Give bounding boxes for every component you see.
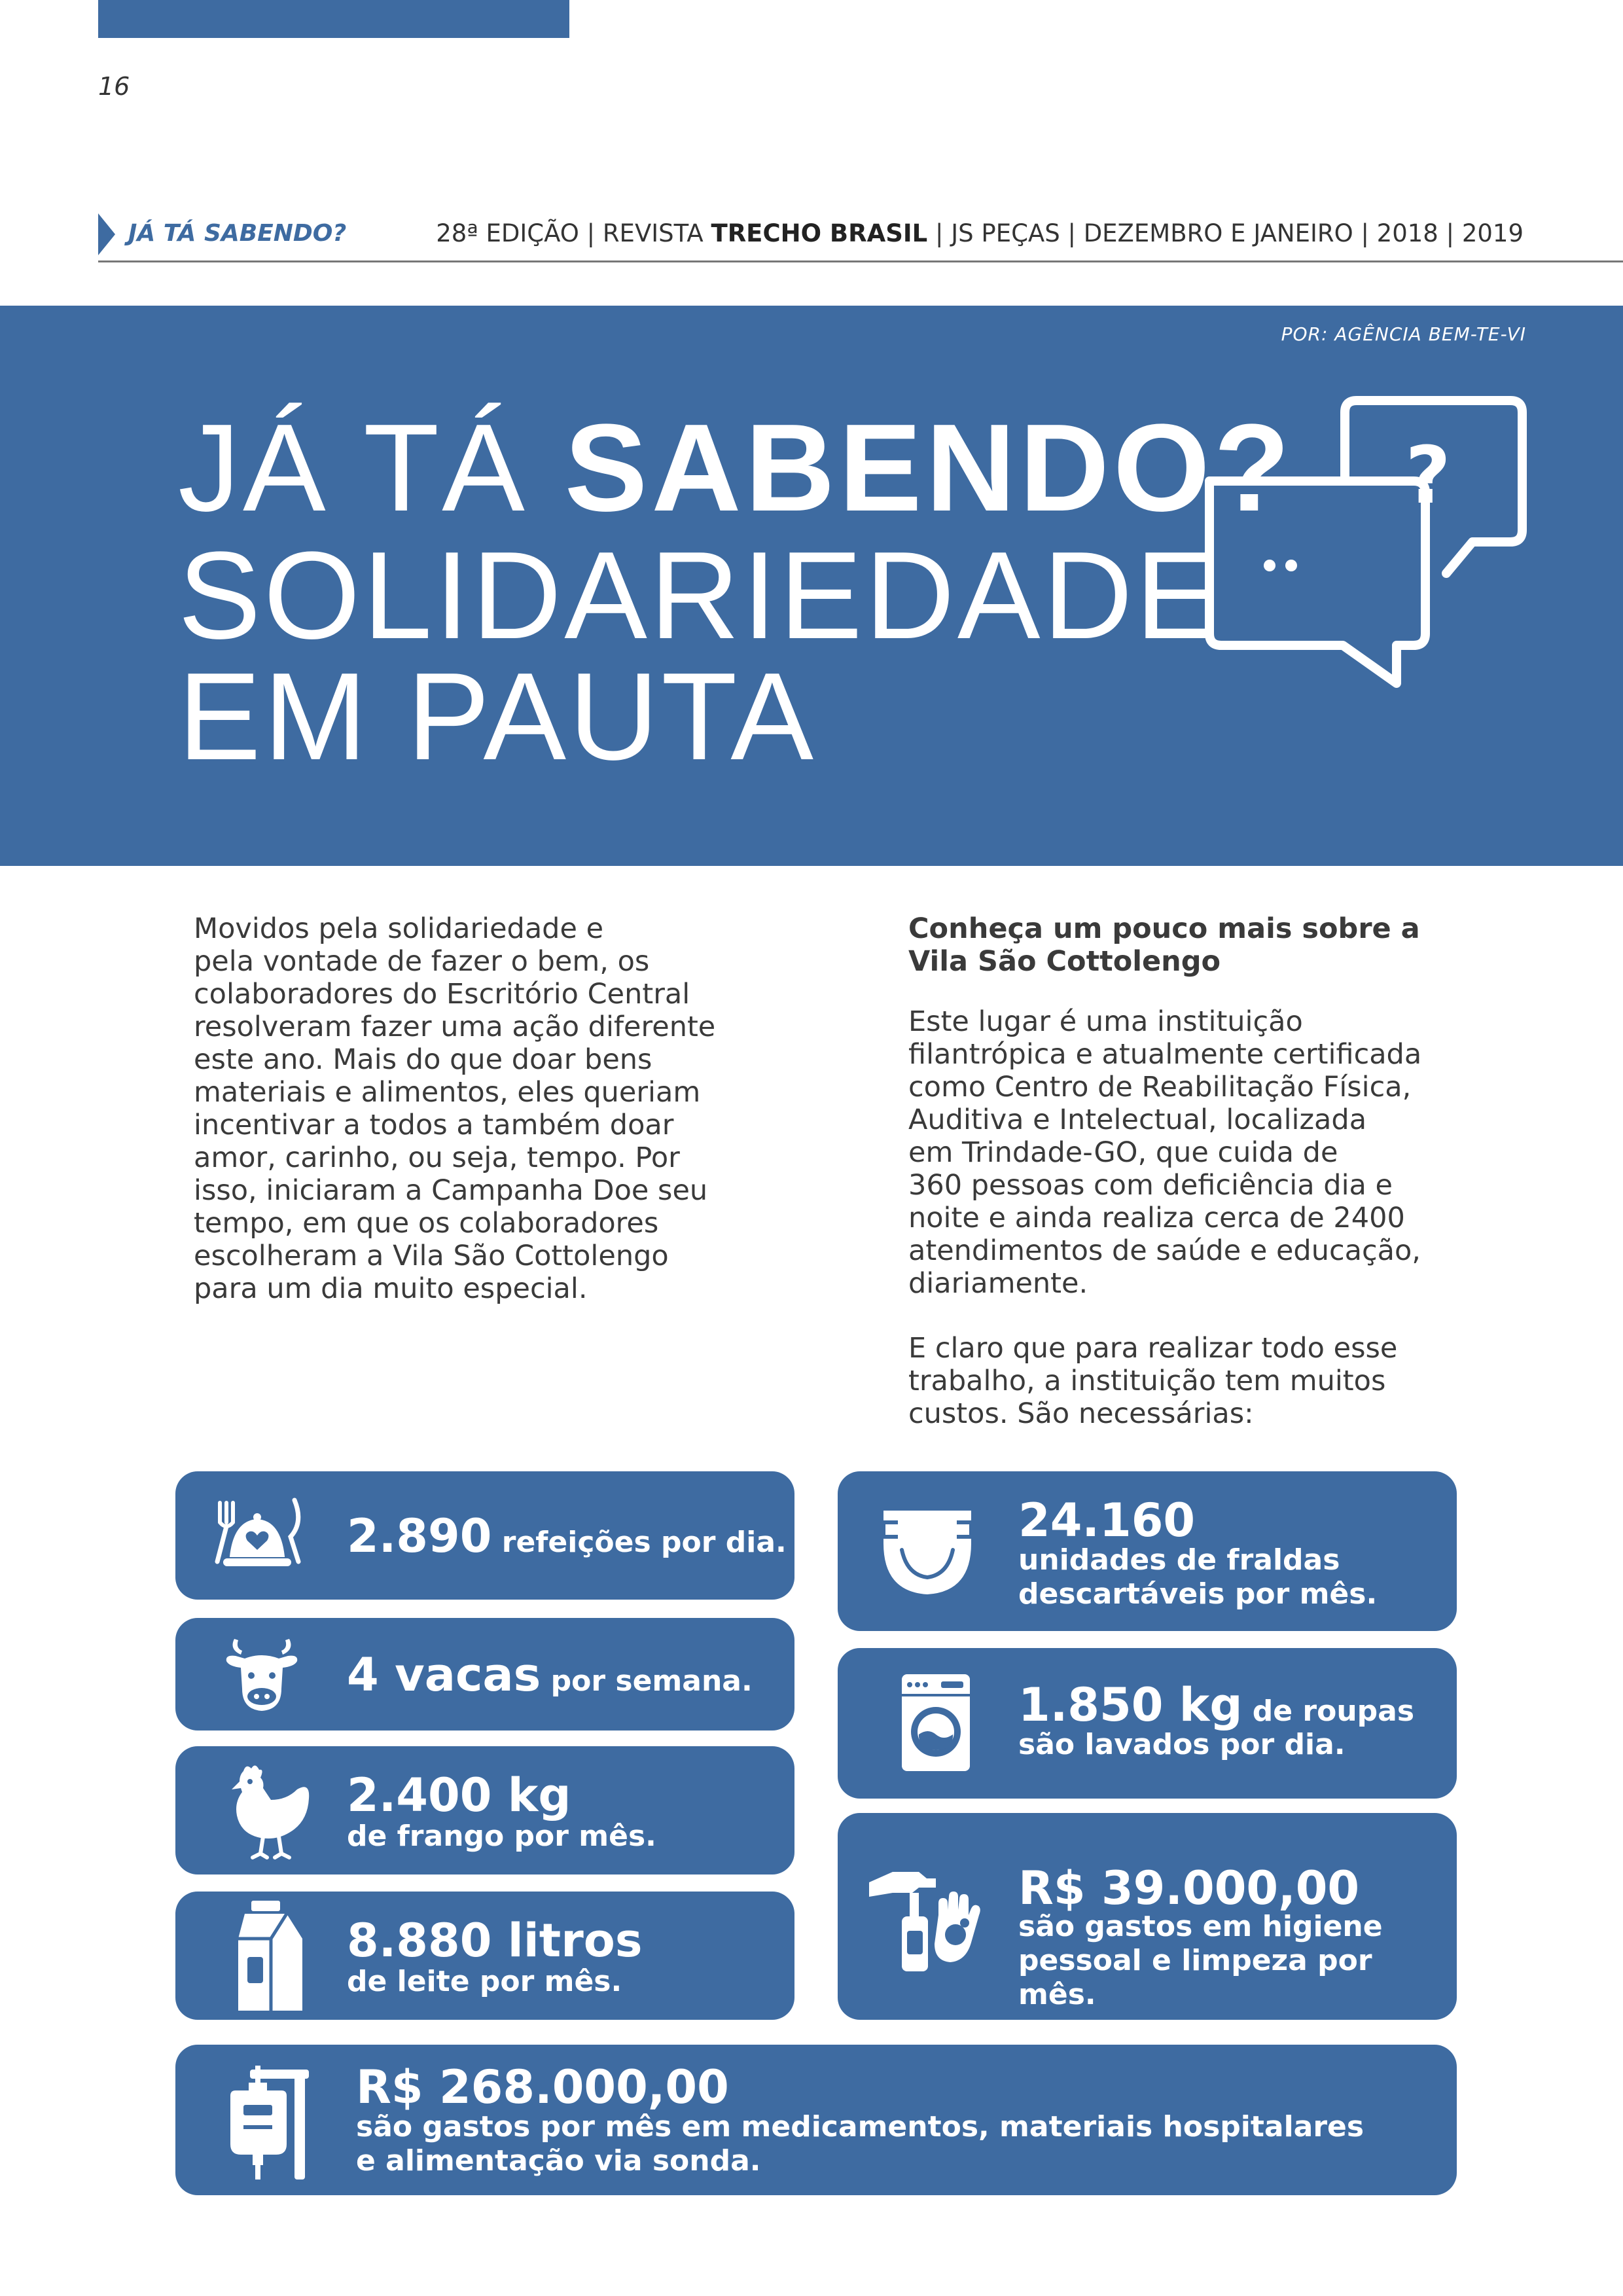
stat-cows-suffix: por semana. bbox=[541, 1664, 753, 1698]
stat-meals-value: 2.890 bbox=[347, 1509, 492, 1563]
issue-header bbox=[436, 219, 1524, 247]
chicken-icon bbox=[224, 1762, 315, 1861]
stat-chicken-caption: de frango por mês. bbox=[347, 1820, 656, 1853]
sidebar-paragraph-1: Este lugar é uma instituição filantrópica e atualmente certificada como Centro de Reabilitação Física, Auditiva e Intelectual, localizada em Trindade-GO, que cuida de 360 pessoas com deficiência dia e noite e ainda realiza cerca de 2400 atendimentos de saúde e educação, diariamente. bbox=[908, 1005, 1422, 1300]
issue-header-suffix: | JS PEÇAS | DEZEMBRO E JANEIRO | 2018 | 2019 bbox=[927, 219, 1524, 247]
stat-cows bbox=[347, 1648, 753, 1702]
title-line-1 bbox=[178, 399, 1294, 537]
stat-hygiene-caption: são gastos em higiene pessoal e limpeza por mês. bbox=[1018, 1910, 1383, 2011]
sidebar-heading: Conheça um pouco mais sobre a Vila São Cottolengo bbox=[908, 912, 1420, 978]
stat-diapers-value: 24.160 bbox=[1018, 1494, 1196, 1547]
stat-medical-value: R$ 268.000,00 bbox=[356, 2060, 729, 2114]
stat-milk-caption: de leite por mês. bbox=[347, 1965, 622, 1998]
washing-machine-icon bbox=[899, 1672, 972, 1774]
magazine-name: TRECHO BRASIL bbox=[711, 219, 928, 247]
issue-header-prefix: 28ª EDIÇÃO | REVISTA bbox=[436, 219, 711, 247]
stat-laundry-caption: são lavados por dia. bbox=[1018, 1728, 1346, 1761]
intro-paragraph: Movidos pela solidariedade e pela vontade de fazer o bem, os colaboradores do Escritório Central resolveram fazer uma ação diferente este ano. Mais do que doar bens materiais e alimentos, eles queriam incentivar a todos a também doar amor, carinho, ou seja, tempo. Por isso, iniciaram a Campanha Doe seu tempo, em que os colaboradores escolheram a Vila São Cottolengo para um dia muito especial. bbox=[194, 912, 716, 1305]
byline: POR: AGÊNCIA BEM-TE-VI bbox=[1281, 323, 1526, 345]
stat-diapers-caption: unidades de fraldas descartáveis por mês. bbox=[1018, 1543, 1378, 1611]
svg-text:?: ? bbox=[1405, 431, 1451, 522]
stat-card-diapers bbox=[838, 1471, 1457, 1631]
stat-card-milk bbox=[175, 1892, 794, 2020]
title-light: JÁ TÁ bbox=[178, 399, 565, 537]
stat-laundry bbox=[1018, 1678, 1415, 1732]
header-divider bbox=[98, 260, 1623, 262]
stat-card-medical bbox=[175, 2045, 1457, 2195]
stat-milk-value: 8.880 litros bbox=[347, 1914, 643, 1967]
stat-laundry-value: 1.850 kg bbox=[1018, 1678, 1243, 1732]
stat-chicken-value: 2.400 kg bbox=[347, 1768, 571, 1822]
stat-card-cows bbox=[175, 1618, 794, 1731]
iv-drip-icon bbox=[224, 2064, 315, 2182]
stat-card-hygiene bbox=[838, 1813, 1457, 2020]
page-number: 16 bbox=[98, 72, 130, 101]
milk-carton-icon bbox=[236, 1898, 308, 2013]
sidebar-paragraph-2: E claro que para realizar todo esse trabalho, a instituição tem muitos custos. São necessárias: bbox=[908, 1332, 1398, 1430]
title-line-3: EM PAUTA bbox=[178, 647, 817, 786]
meal-cloche-icon bbox=[208, 1496, 306, 1575]
top-color-tab bbox=[98, 0, 569, 38]
stat-meals-suffix: refeições por dia. bbox=[491, 1526, 787, 1559]
cow-icon bbox=[223, 1632, 301, 1716]
hand-sanitizer-icon bbox=[866, 1863, 984, 1974]
section-arrow-icon bbox=[98, 213, 115, 255]
title-line-2: SOLIDARIEDADE bbox=[178, 526, 1221, 665]
stat-meals bbox=[347, 1509, 787, 1563]
title-bold: SABENDO? bbox=[564, 399, 1294, 537]
diaper-icon bbox=[878, 1503, 976, 1601]
section-tag: JÁ TÁ SABENDO? bbox=[128, 220, 347, 247]
stat-card-laundry bbox=[838, 1648, 1457, 1799]
chat-bubbles-icon bbox=[1198, 386, 1538, 694]
stat-laundry-suffix: de roupas bbox=[1242, 1695, 1415, 1728]
stat-medical-caption: são gastos por mês em medicamentos, materiais hospitalares e alimentação via sonda. bbox=[356, 2110, 1364, 2178]
stat-card-meals bbox=[175, 1471, 794, 1600]
stat-hygiene-value: R$ 39.000,00 bbox=[1018, 1861, 1360, 1915]
stat-cows-value: 4 vacas bbox=[347, 1648, 541, 1702]
stat-card-chicken bbox=[175, 1746, 794, 1874]
